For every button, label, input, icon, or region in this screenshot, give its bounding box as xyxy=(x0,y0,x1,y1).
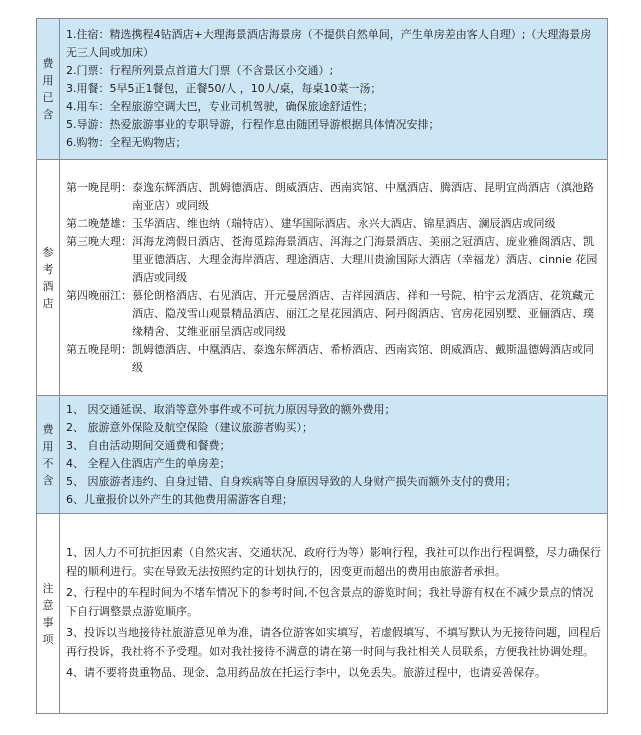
fees-included-item: 5.导游：热爱旅游事业的专职导游，行程作息由随团导游根据具体情况安排； xyxy=(66,118,440,131)
fees-excluded-item: 2、 旅游意外保险及航空保险（建议旅游者购买）； xyxy=(66,420,313,434)
note-item: 3、投诉以当地接待社旅游意见单为准，请各位游客如实填写，若虚假填写、不填写默认为无接待问题，回程后再行投诉，我社将不予受理。如对我社接待不满意的请在第一时间与我社相关人员联系，方便我社协调处理。 xyxy=(66,626,601,658)
hotel-night-list: 凯姆德酒店、中凰酒店、泰逸东辉酒店、希桥酒店、西南宾馆、朗威酒店、戴斯温德姆酒店或同级 xyxy=(132,342,594,374)
hotel-night-item xyxy=(66,233,601,287)
hotel-night-item xyxy=(66,287,601,341)
fees-excluded-item: 3、 自由活动期间交通费和餐费； xyxy=(66,438,231,452)
fees-included-content xyxy=(60,19,608,160)
note-item: 2、行程中的车程时间为不堵车情况下的参考时间,不包含景点的游览时间；我社导游有权在不减少景点的情况下自行调整景点游览顺序。 xyxy=(66,586,594,618)
fees-excluded-label: 费 用 不 含 xyxy=(37,396,60,514)
hotel-night-list: 洱海龙湾假日酒店、苍海觅踪海景酒店、洱海之门海景酒店、美丽之冠酒店、庞业雅阁酒店、凯里亚德酒店、大理金海岸酒店、理途酒店、大理川贵渝国际大酒店（幸福龙）酒店、cinnie 花园酒店或同级 xyxy=(132,234,598,284)
hotel-night-name: 第一晚昆明： xyxy=(66,180,132,194)
fees-excluded-item: 6、儿童报价以外产生的其他费用需游客自理； xyxy=(66,492,293,506)
hotel-night-name: 第三晚大理： xyxy=(66,234,132,248)
fees-included-item: 6.购物：全程无购物店； xyxy=(66,136,187,149)
fees-included-item: 1.住宿：精选携程4钻酒店+大理海景酒店海景房（不提供自然单间，产生单房差由客人自理）;（大理海景房无三人间或加床） xyxy=(66,28,592,59)
fees-included-label: 费 用 已 含 xyxy=(37,19,60,160)
fees-included-item: 4.用车：全程旅游空调大巴，专业司机驾驶，确保旅途舒适性； xyxy=(66,100,374,113)
notes-row xyxy=(37,514,608,714)
hotels-label: 参 考 酒 店 xyxy=(37,160,60,396)
hotel-night-name: 第五晚昆明： xyxy=(66,342,132,356)
fees-excluded-item: 4、 全程入住酒店产生的单房差； xyxy=(66,456,231,470)
fees-excluded-item: 1、 因交通延误、取消等意外事件或不可抗力原因导致的额外费用； xyxy=(66,402,396,416)
hotels-content xyxy=(60,160,608,396)
hotel-night-list: 玉华酒店、维也纳（瑞特店）、建华国际酒店、永兴大酒店、锦星酒店、澜辰酒店或同级 xyxy=(132,216,556,230)
hotel-night-item xyxy=(66,341,601,377)
hotel-night-list: 泰逸东辉酒店、凯姆德酒店、朗威酒店、西南宾馆、中凰酒店、腾酒店、昆明宜尚酒店（滇池路南亚店）或同级 xyxy=(132,180,594,212)
fees-excluded-row xyxy=(37,396,608,514)
itinerary-terms-table xyxy=(36,18,608,714)
note-item: 4、请不要将贵重物品、现金、急用药品放在托运行李中，以免丢失。旅游过程中，也请妥善保存。 xyxy=(66,666,546,679)
hotel-night-item xyxy=(66,215,601,233)
hotel-night-name: 第四晚丽江： xyxy=(66,288,132,302)
fees-excluded-item: 5、 因旅游者违约、自身过错、自身疾病等自身原因导致的人身财产损失而额外支付的费用； xyxy=(66,474,517,488)
fees-excluded-content xyxy=(60,396,608,514)
hotels-row xyxy=(37,160,608,396)
notes-content xyxy=(60,514,608,714)
note-item: 1、因人力不可抗拒因素（自然灾害、交通状况、政府行为等）影响行程，我社可以作出行程调整，尽力确保行程的顺利进行。实在导致无法按照约定的计划执行的，因变更而超出的费用由旅游者承担。 xyxy=(66,546,601,578)
hotel-night-list: 慕伦朗格酒店、右见酒店、开元曼居酒店、吉祥园酒店、祥和一号院、柏宇云龙酒店、花筑藏元酒店、隐茂雪山观景精品酒店、丽江之星花园酒店、阿丹阁酒店、官房花园别墅、亚俪酒店、璞缘精舍、艾维亚丽呈酒店或同级 xyxy=(132,288,594,338)
fees-included-row xyxy=(37,19,608,160)
notes-label: 注 意 事 项 xyxy=(37,514,60,714)
hotel-night-name: 第二晚楚雄： xyxy=(66,216,132,230)
hotel-night-item xyxy=(66,179,601,215)
fees-included-item: 3.用餐：5早5正1餐包，正餐50/人 ，10人/桌，每桌10菜一汤； xyxy=(66,82,382,95)
fees-included-item: 2.门票：行程所列景点首道大门票（不含景区小交通）; xyxy=(66,64,334,77)
